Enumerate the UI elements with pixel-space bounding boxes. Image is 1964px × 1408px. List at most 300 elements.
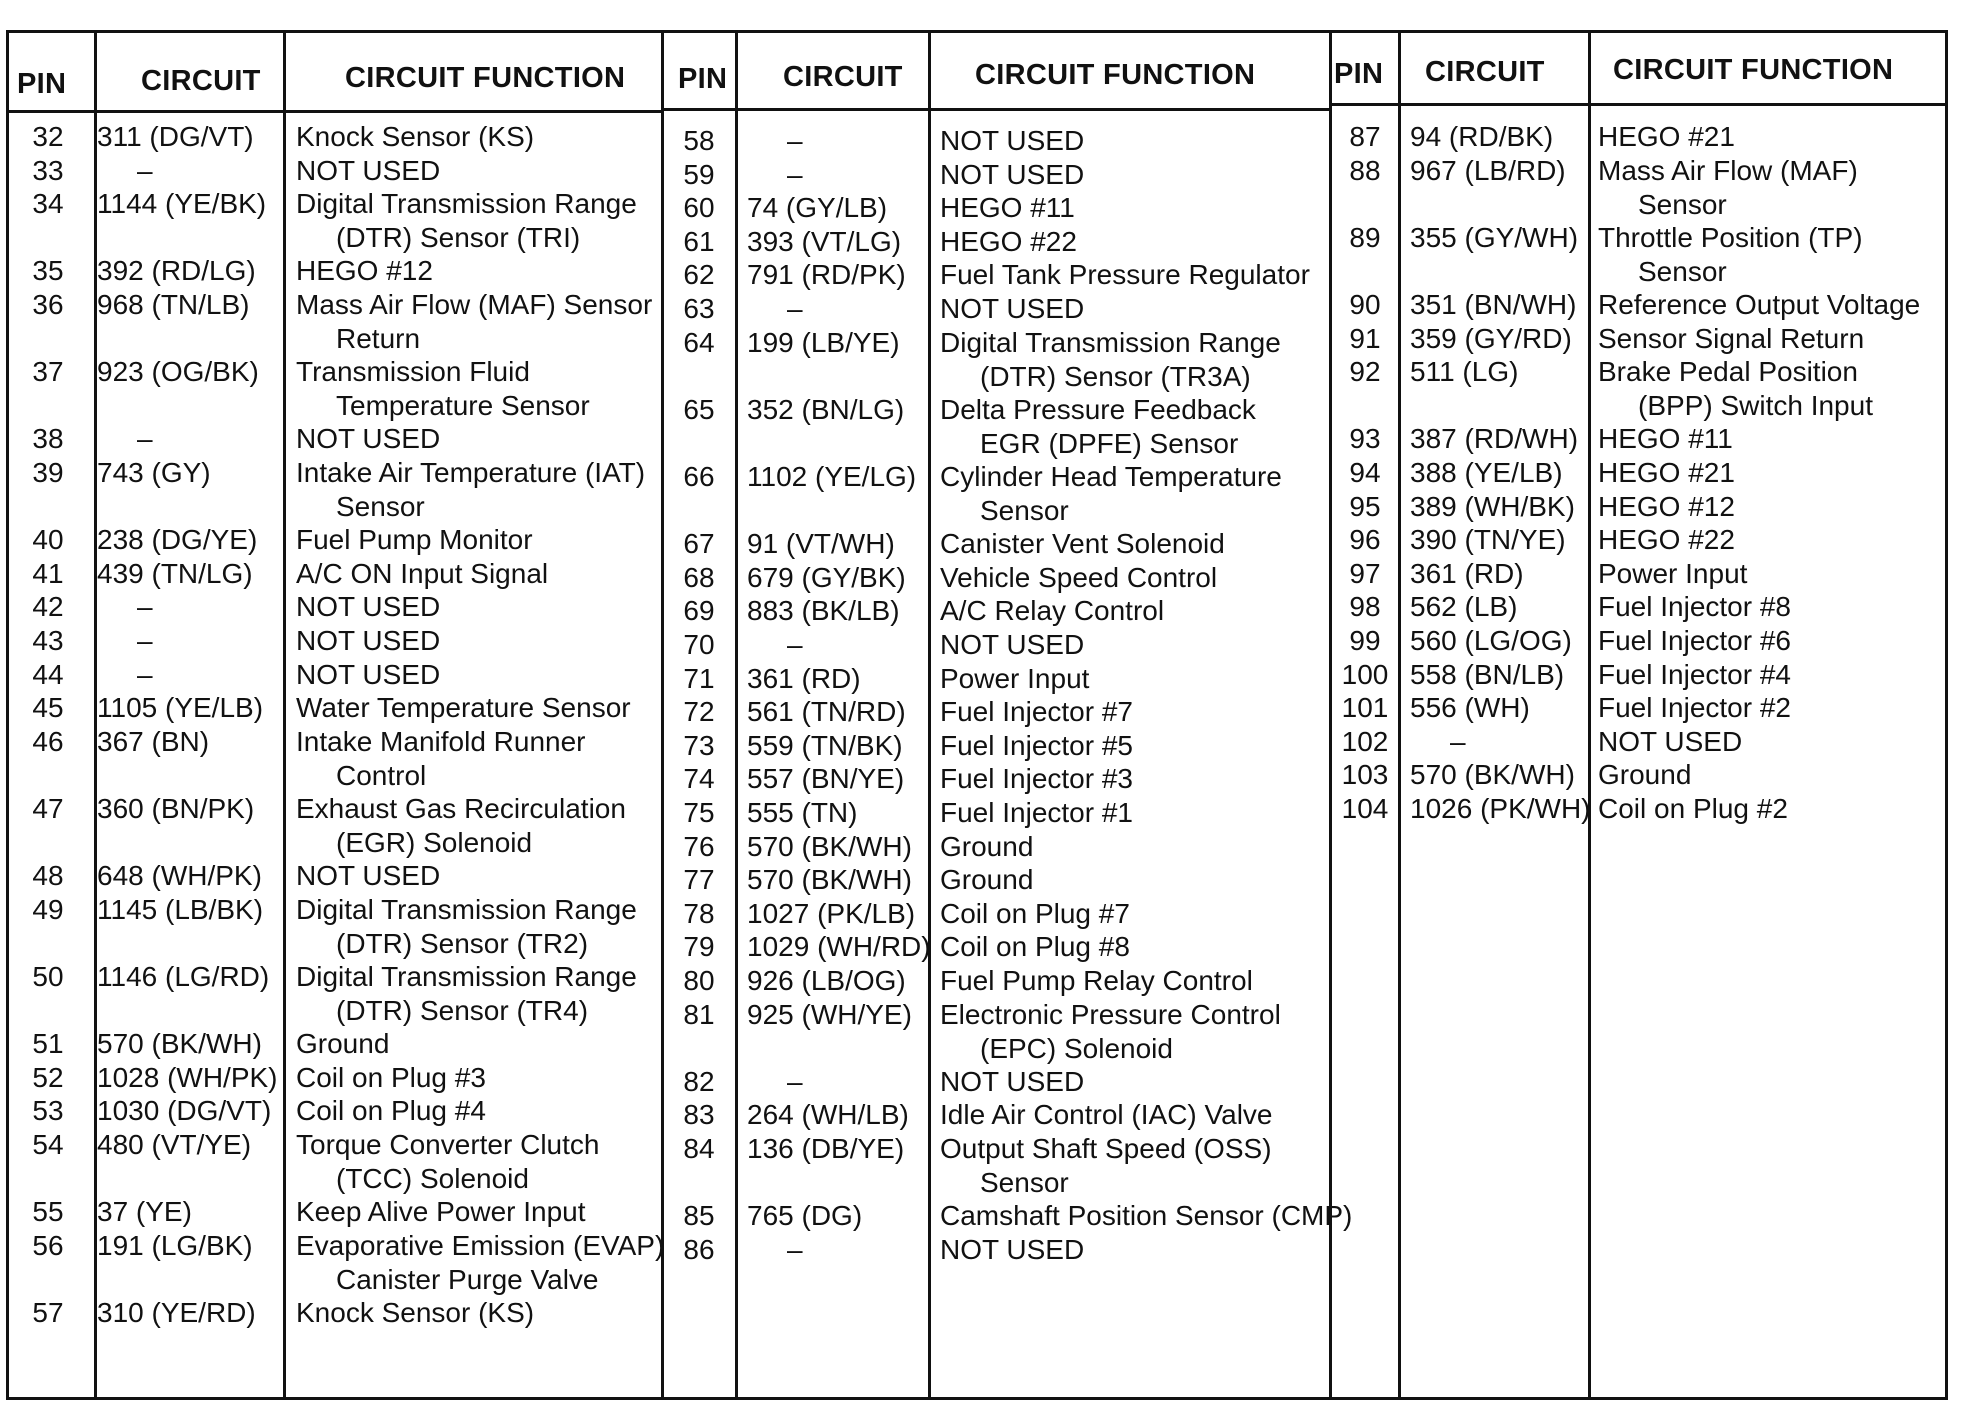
circuit-code: – bbox=[137, 591, 153, 623]
circuit-code: 968 (TN/LB) bbox=[97, 289, 250, 320]
function-line-continued: (DTR) Sensor (TR4) bbox=[336, 995, 589, 1026]
pin-number: 63 bbox=[683, 293, 715, 324]
circuit-function bbox=[940, 1199, 1352, 1233]
circuit-function bbox=[296, 154, 440, 188]
pin-number: 82 bbox=[683, 1065, 715, 1097]
pin-number: 83 bbox=[683, 1099, 715, 1131]
circuit-function bbox=[940, 1098, 1273, 1132]
pin-number: 92 bbox=[1349, 356, 1381, 388]
circuit-function bbox=[1598, 154, 1858, 222]
function-line: NOT USED bbox=[940, 629, 1085, 660]
circuit-code: 393 (VT/LG) bbox=[747, 225, 902, 257]
circuit-code: 1027 (PK/LB) bbox=[747, 897, 916, 929]
circuit-code: 94 (RD/BK) bbox=[1410, 121, 1554, 152]
circuit-function bbox=[1598, 523, 1735, 557]
circuit-code: 389 (WH/BK) bbox=[1410, 490, 1575, 522]
function-line: NOT USED bbox=[296, 423, 441, 455]
circuit-code: – bbox=[787, 629, 803, 660]
pin-number: 96 bbox=[1349, 524, 1381, 556]
function-line: Fuel Injector #4 bbox=[1598, 658, 1791, 690]
circuit-code: 1030 (DG/VT) bbox=[97, 1095, 272, 1127]
pin-number: 98 bbox=[1349, 591, 1381, 623]
circuit-function bbox=[940, 863, 1033, 897]
pin-number: 101 bbox=[1341, 692, 1389, 724]
function-line: Vehicle Speed Control bbox=[940, 561, 1218, 593]
function-line: Fuel Injector #5 bbox=[940, 729, 1133, 761]
pin-number: 42 bbox=[32, 591, 64, 623]
pin-number: 102 bbox=[1341, 725, 1389, 757]
circuit-code: 570 (BK/WH) bbox=[1410, 759, 1575, 791]
circuit-function bbox=[296, 456, 645, 524]
function-line-continued: Sensor bbox=[980, 495, 1069, 526]
circuit-code: 387 (RD/WH) bbox=[1410, 423, 1579, 455]
circuit-function bbox=[940, 1065, 1084, 1099]
circuit-function bbox=[940, 393, 1256, 461]
pin-number: 95 bbox=[1349, 490, 1381, 522]
circuit-code: 558 (BN/LB) bbox=[1410, 658, 1565, 690]
circuit-function bbox=[296, 187, 637, 255]
function-line: Evaporative Emission (EVAP) bbox=[296, 1229, 665, 1261]
circuit-function bbox=[1598, 490, 1735, 524]
pin-number: 54 bbox=[32, 1129, 64, 1160]
circuit-code: 352 (BN/LG) bbox=[747, 393, 905, 425]
header-circuit-function: CIRCUIT FUNCTION bbox=[1613, 54, 1894, 86]
circuit-function bbox=[296, 1229, 664, 1297]
circuit-code: 238 (DG/YE) bbox=[97, 524, 258, 556]
circuit-code: 136 (DB/YE) bbox=[747, 1133, 905, 1164]
circuit-code: 648 (WH/PK) bbox=[97, 860, 262, 892]
pin-number: 68 bbox=[683, 561, 715, 593]
circuit-function bbox=[296, 355, 590, 423]
group-divider bbox=[1329, 30, 1332, 1400]
circuit-code: 926 (LB/OG) bbox=[747, 965, 906, 996]
header-divider bbox=[661, 108, 1329, 111]
header-circuit-function: CIRCUIT FUNCTION bbox=[975, 59, 1256, 91]
circuit-function bbox=[296, 288, 652, 356]
circuit-function bbox=[940, 258, 1310, 292]
circuit-function bbox=[940, 561, 1217, 595]
header-pin: PIN bbox=[17, 68, 67, 100]
pin-number: 65 bbox=[683, 393, 715, 425]
pin-number: 38 bbox=[32, 423, 64, 455]
circuit-code: 560 (LG/OG) bbox=[1410, 625, 1572, 656]
circuit-function bbox=[1598, 658, 1791, 692]
circuit-function bbox=[1598, 624, 1791, 658]
circuit-code: – bbox=[137, 154, 153, 186]
pin-number: 59 bbox=[683, 158, 715, 190]
function-line: HEGO #12 bbox=[1598, 490, 1735, 522]
pin-number: 73 bbox=[683, 729, 715, 761]
pin-number: 55 bbox=[32, 1196, 64, 1228]
function-line: NOT USED bbox=[1598, 725, 1743, 757]
circuit-code: 883 (BK/LB) bbox=[747, 595, 900, 627]
pin-number: 79 bbox=[683, 931, 715, 963]
function-line-continued: (EPC) Solenoid bbox=[980, 1032, 1173, 1064]
function-line: Fuel Injector #7 bbox=[940, 696, 1133, 728]
circuit-code: – bbox=[787, 125, 803, 156]
circuit-code: 511 (LG) bbox=[1410, 356, 1519, 388]
function-line: Output Shaft Speed (OSS) bbox=[940, 1133, 1272, 1164]
circuit-function bbox=[940, 124, 1084, 158]
circuit-function bbox=[1598, 557, 1747, 591]
function-line-continued: (DTR) Sensor (TRI) bbox=[336, 222, 581, 254]
pin-number: 40 bbox=[32, 524, 64, 556]
header-pin: PIN bbox=[1334, 58, 1384, 90]
function-line: NOT USED bbox=[296, 154, 441, 186]
function-line: Ground bbox=[940, 864, 1034, 896]
function-line: Reference Output Voltage bbox=[1598, 289, 1921, 320]
function-line: NOT USED bbox=[940, 1065, 1085, 1097]
function-line: Intake Air Temperature (IAT) bbox=[296, 457, 646, 488]
circuit-function bbox=[940, 594, 1164, 628]
pin-number: 41 bbox=[32, 557, 64, 589]
circuit-function bbox=[1598, 758, 1691, 792]
circuit-function bbox=[940, 158, 1084, 192]
pin-number: 103 bbox=[1341, 759, 1389, 791]
function-line: HEGO #22 bbox=[940, 225, 1077, 257]
function-line: Digital Transmission Range bbox=[296, 188, 637, 220]
pin-number: 81 bbox=[683, 998, 715, 1030]
pin-number: 67 bbox=[683, 528, 715, 560]
function-line: Coil on Plug #8 bbox=[940, 931, 1130, 963]
header-circuit: CIRCUIT bbox=[1425, 56, 1545, 88]
function-line: Fuel Injector #6 bbox=[1598, 625, 1791, 656]
circuit-function bbox=[1598, 355, 1873, 423]
function-line: Power Input bbox=[940, 662, 1090, 694]
circuit-function bbox=[296, 624, 440, 658]
circuit-function bbox=[1598, 120, 1735, 154]
pin-number: 44 bbox=[32, 658, 64, 690]
function-line-continued: Return bbox=[336, 323, 421, 354]
pin-number: 69 bbox=[683, 595, 715, 627]
function-line-continued: EGR (DPFE) Sensor bbox=[980, 427, 1239, 459]
circuit-function bbox=[296, 590, 440, 624]
function-line: Fuel Injector #3 bbox=[940, 763, 1133, 795]
circuit-code: 557 (BN/YE) bbox=[747, 763, 905, 795]
pin-number: 43 bbox=[32, 625, 64, 656]
circuit-function bbox=[296, 691, 631, 725]
function-line: NOT USED bbox=[296, 591, 441, 623]
circuit-code: – bbox=[787, 158, 803, 190]
circuit-function bbox=[940, 1233, 1084, 1267]
circuit-code: 311 (DG/VT) bbox=[97, 121, 254, 152]
circuit-function bbox=[296, 422, 440, 456]
circuit-code: 679 (GY/BK) bbox=[747, 561, 906, 593]
circuit-code: 570 (BK/WH) bbox=[97, 1028, 262, 1060]
pin-number: 62 bbox=[683, 259, 715, 291]
column-divider bbox=[928, 30, 931, 1400]
function-line: Coil on Plug #4 bbox=[296, 1095, 486, 1127]
function-line: A/C ON Input Signal bbox=[296, 557, 549, 589]
pin-number: 49 bbox=[32, 893, 64, 925]
function-line: Electronic Pressure Control bbox=[940, 998, 1281, 1030]
circuit-code: 570 (BK/WH) bbox=[747, 864, 912, 896]
function-line: Water Temperature Sensor bbox=[296, 692, 631, 724]
pin-number: 99 bbox=[1349, 625, 1381, 656]
circuit-function bbox=[296, 557, 548, 591]
function-line: Torque Converter Clutch bbox=[296, 1129, 600, 1160]
circuit-code: 480 (VT/YE) bbox=[97, 1129, 252, 1160]
function-line: Intake Manifold Runner bbox=[296, 725, 586, 757]
circuit-code: 361 (RD) bbox=[747, 662, 861, 694]
circuit-function bbox=[1598, 691, 1791, 725]
pin-number: 45 bbox=[32, 692, 64, 724]
function-line: Digital Transmission Range bbox=[296, 893, 637, 925]
function-line-continued: (TCC) Solenoid bbox=[336, 1163, 529, 1194]
function-line: Canister Vent Solenoid bbox=[940, 528, 1225, 560]
function-line-continued: (BPP) Switch Input bbox=[1638, 390, 1873, 422]
pin-number: 104 bbox=[1341, 793, 1389, 824]
pin-number: 89 bbox=[1349, 221, 1381, 253]
circuit-function bbox=[296, 792, 626, 860]
circuit-code: 191 (LG/BK) bbox=[97, 1229, 253, 1261]
function-line: Fuel Pump Monitor bbox=[296, 524, 533, 556]
function-line: A/C Relay Control bbox=[940, 595, 1165, 627]
pin-number: 46 bbox=[32, 725, 64, 757]
pin-number: 34 bbox=[32, 188, 64, 220]
function-line: NOT USED bbox=[296, 625, 441, 656]
circuit-code: 74 (GY/LB) bbox=[747, 192, 888, 224]
circuit-function bbox=[296, 725, 586, 793]
function-line: Delta Pressure Feedback bbox=[940, 393, 1256, 425]
circuit-code: – bbox=[787, 1233, 803, 1265]
function-line-continued: Sensor bbox=[336, 491, 425, 522]
pin-number: 33 bbox=[32, 154, 64, 186]
circuit-code: 967 (LB/RD) bbox=[1410, 154, 1566, 186]
circuit-function bbox=[940, 326, 1281, 394]
function-line: NOT USED bbox=[296, 658, 441, 690]
pin-number: 84 bbox=[683, 1133, 715, 1164]
pin-number: 100 bbox=[1341, 658, 1389, 690]
circuit-code: 1029 (WH/RD) bbox=[747, 931, 931, 963]
function-line: Coil on Plug #7 bbox=[940, 897, 1130, 929]
circuit-function bbox=[940, 225, 1077, 259]
function-line: Cylinder Head Temperature bbox=[940, 461, 1282, 492]
pin-number: 94 bbox=[1349, 457, 1381, 488]
circuit-code: 392 (RD/LG) bbox=[97, 255, 256, 287]
pin-number: 80 bbox=[683, 965, 715, 996]
pin-number: 32 bbox=[32, 121, 64, 152]
circuit-function bbox=[296, 523, 533, 557]
circuit-function bbox=[296, 1094, 486, 1128]
column-divider bbox=[283, 30, 286, 1400]
circuit-function bbox=[296, 658, 440, 692]
function-line: Camshaft Position Sensor (CMP) bbox=[940, 1200, 1353, 1232]
circuit-code: 199 (LB/YE) bbox=[747, 326, 900, 358]
function-line: HEGO #21 bbox=[1598, 121, 1735, 152]
circuit-code: 1026 (PK/WH) bbox=[1410, 793, 1591, 824]
function-line-continued: (DTR) Sensor (TR2) bbox=[336, 927, 589, 959]
header-circuit: CIRCUIT bbox=[141, 65, 261, 97]
function-line: NOT USED bbox=[940, 158, 1085, 190]
pin-number: 75 bbox=[683, 797, 715, 828]
circuit-function bbox=[296, 1128, 599, 1196]
circuit-function bbox=[1598, 322, 1864, 356]
circuit-code: 37 (YE) bbox=[97, 1196, 192, 1228]
circuit-function bbox=[940, 729, 1133, 763]
pin-number: 57 bbox=[32, 1297, 64, 1328]
circuit-code: 555 (TN) bbox=[747, 797, 858, 828]
function-line: Fuel Tank Pressure Regulator bbox=[940, 259, 1310, 291]
circuit-function bbox=[940, 930, 1130, 964]
function-line: Ground bbox=[1598, 759, 1692, 791]
circuit-code: 562 (LB) bbox=[1410, 591, 1518, 623]
circuit-code: 923 (OG/BK) bbox=[97, 356, 259, 388]
circuit-code: 388 (YE/LB) bbox=[1410, 457, 1563, 488]
function-line-continued: Canister Purge Valve bbox=[336, 1263, 599, 1295]
function-line: Transmission Fluid bbox=[296, 356, 530, 388]
circuit-function bbox=[296, 1296, 534, 1330]
function-line: Power Input bbox=[1598, 557, 1748, 589]
function-line: HEGO #12 bbox=[296, 255, 433, 287]
pin-number: 71 bbox=[683, 662, 715, 694]
circuit-function bbox=[1598, 456, 1735, 490]
pin-number: 74 bbox=[683, 763, 715, 795]
circuit-code: 765 (DG) bbox=[747, 1200, 863, 1232]
circuit-function bbox=[1598, 590, 1791, 624]
circuit-function bbox=[296, 1195, 586, 1229]
circuit-code: 1145 (LB/BK) bbox=[97, 893, 264, 925]
function-line: NOT USED bbox=[940, 293, 1085, 324]
circuit-function bbox=[296, 960, 637, 1028]
function-line-continued: (DTR) Sensor (TR3A) bbox=[980, 360, 1251, 392]
circuit-code: 91 (VT/WH) bbox=[747, 528, 895, 560]
circuit-function bbox=[1598, 792, 1788, 826]
circuit-code: – bbox=[1450, 725, 1466, 757]
function-line: Digital Transmission Range bbox=[940, 326, 1281, 358]
group-divider bbox=[661, 30, 664, 1400]
circuit-code: 559 (TN/BK) bbox=[747, 729, 903, 761]
function-line: NOT USED bbox=[296, 860, 441, 892]
circuit-function bbox=[940, 527, 1225, 561]
circuit-function bbox=[940, 292, 1084, 326]
function-line: Fuel Injector #1 bbox=[940, 797, 1133, 828]
circuit-code: – bbox=[787, 1065, 803, 1097]
pin-number: 66 bbox=[683, 461, 715, 492]
circuit-code: 390 (TN/YE) bbox=[1410, 524, 1566, 556]
circuit-function bbox=[940, 998, 1281, 1066]
column-divider bbox=[1588, 30, 1591, 1400]
circuit-function bbox=[940, 830, 1033, 864]
function-line: Fuel Pump Relay Control bbox=[940, 965, 1253, 996]
function-line: Brake Pedal Position bbox=[1598, 356, 1858, 388]
circuit-function bbox=[940, 662, 1089, 696]
circuit-code: 310 (YE/RD) bbox=[97, 1297, 256, 1328]
circuit-code: 743 (GY) bbox=[97, 457, 211, 488]
pin-number: 47 bbox=[32, 793, 64, 824]
function-line: HEGO #22 bbox=[1598, 524, 1735, 556]
circuit-function bbox=[940, 964, 1253, 998]
circuit-code: 1146 (LG/RD) bbox=[97, 961, 270, 992]
circuit-code: 264 (WH/LB) bbox=[747, 1099, 909, 1131]
circuit-code: 556 (WH) bbox=[1410, 692, 1530, 724]
pin-number: 61 bbox=[683, 225, 715, 257]
function-line: Fuel Injector #8 bbox=[1598, 591, 1791, 623]
pin-number: 35 bbox=[32, 255, 64, 287]
function-line: Knock Sensor (KS) bbox=[296, 1297, 535, 1328]
circuit-code: 360 (BN/PK) bbox=[97, 793, 255, 824]
header-divider bbox=[6, 110, 661, 113]
pin-number: 51 bbox=[32, 1028, 64, 1060]
function-line: NOT USED bbox=[940, 1233, 1085, 1265]
circuit-function bbox=[296, 1061, 486, 1095]
pin-number: 77 bbox=[683, 864, 715, 896]
function-line: HEGO #11 bbox=[1598, 423, 1733, 455]
circuit-code: 561 (TN/RD) bbox=[747, 696, 906, 728]
function-line-continued: Sensor bbox=[980, 1167, 1069, 1198]
pin-number: 78 bbox=[683, 897, 715, 929]
function-line: Fuel Injector #2 bbox=[1598, 692, 1791, 724]
circuit-code: 351 (BN/WH) bbox=[1410, 289, 1577, 320]
circuit-function bbox=[940, 460, 1282, 528]
circuit-code: 355 (GY/WH) bbox=[1410, 221, 1579, 253]
circuit-function bbox=[296, 859, 440, 893]
circuit-function bbox=[296, 120, 534, 154]
circuit-code: 791 (RD/PK) bbox=[747, 259, 906, 291]
circuit-function bbox=[1598, 422, 1733, 456]
pin-number: 93 bbox=[1349, 423, 1381, 455]
pin-number: 48 bbox=[32, 860, 64, 892]
circuit-function bbox=[1598, 725, 1742, 759]
header-pin: PIN bbox=[678, 63, 728, 95]
function-line-continued: Sensor bbox=[1638, 255, 1727, 287]
circuit-function bbox=[296, 254, 433, 288]
circuit-function bbox=[1598, 221, 1863, 289]
function-line: Mass Air Flow (MAF) bbox=[1598, 154, 1858, 186]
circuit-code: 1102 (YE/LG) bbox=[747, 461, 917, 492]
pin-number: 85 bbox=[683, 1200, 715, 1232]
circuit-function bbox=[940, 796, 1133, 830]
pin-number: 50 bbox=[32, 961, 64, 992]
circuit-code: 1144 (YE/BK) bbox=[97, 188, 267, 220]
circuit-code: – bbox=[137, 658, 153, 690]
pin-number: 70 bbox=[683, 629, 715, 660]
column-divider bbox=[1398, 30, 1401, 1400]
pin-number: 97 bbox=[1349, 557, 1381, 589]
circuit-function bbox=[940, 628, 1084, 662]
circuit-function bbox=[1598, 288, 1920, 322]
circuit-code: – bbox=[137, 625, 153, 656]
function-line: Sensor Signal Return bbox=[1598, 322, 1865, 354]
circuit-function bbox=[296, 893, 637, 961]
header-circuit-function: CIRCUIT FUNCTION bbox=[345, 62, 626, 94]
circuit-function bbox=[940, 1132, 1272, 1200]
pin-number: 86 bbox=[683, 1233, 715, 1265]
pin-number: 53 bbox=[32, 1095, 64, 1127]
pin-number: 39 bbox=[32, 457, 64, 488]
circuit-code: – bbox=[137, 423, 153, 455]
function-line: Keep Alive Power Input bbox=[296, 1196, 586, 1228]
pin-number: 88 bbox=[1349, 154, 1381, 186]
circuit-code: 367 (BN) bbox=[97, 725, 210, 757]
pin-number: 72 bbox=[683, 696, 715, 728]
pin-number: 60 bbox=[683, 192, 715, 224]
pin-number: 87 bbox=[1349, 121, 1381, 152]
function-line: Exhaust Gas Recirculation bbox=[296, 793, 626, 824]
circuit-code: 1105 (YE/LB) bbox=[97, 692, 264, 724]
function-line: Ground bbox=[296, 1028, 390, 1060]
function-line-continued: Control bbox=[336, 759, 427, 791]
function-line: HEGO #11 bbox=[940, 192, 1075, 224]
function-line: Idle Air Control (IAC) Valve bbox=[940, 1099, 1273, 1131]
circuit-code: 359 (GY/RD) bbox=[1410, 322, 1572, 354]
pin-number: 91 bbox=[1349, 322, 1381, 354]
function-line-continued: (EGR) Solenoid bbox=[336, 827, 533, 858]
circuit-function bbox=[940, 191, 1075, 225]
function-line: Coil on Plug #3 bbox=[296, 1061, 486, 1093]
circuit-function bbox=[940, 695, 1133, 729]
pin-number: 64 bbox=[683, 326, 715, 358]
